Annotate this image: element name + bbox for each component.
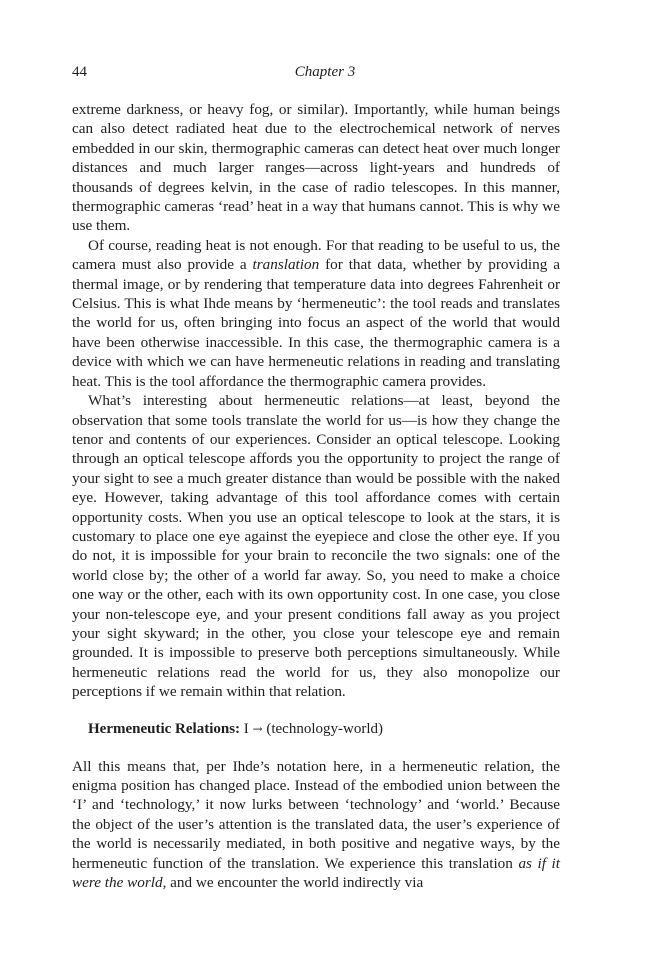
relation-formula bbox=[88, 720, 560, 739]
page-header bbox=[72, 64, 578, 86]
formula-expression: (technology-world) bbox=[266, 720, 383, 737]
paragraph: What’s interesting about hermeneutic relations—at least, beyond the observation that some tools translate the world for us—is how they change the tenor and contents of our experiences. Consider an optical telescope. Looking through an optical telescope affords you the opportunity to project the range of your sight to see a much greater distance than would be possible with the naked eye. However, taking advantage of this tool affordance comes with certain opportunity costs. When you use an optical telescope to look at the stars, it is customary to place one eye against the eyepiece and close the other eye. If you do not, it is impossible for your brain to reconcile the two signals: one of the world close by; the other of a world far away. So, you need to make a choice one way or the other, each with its own opportunity cost. In one case, you close your non-telescope eye, and your present conditions fall away as you project your sight skyward; in the other, you close your telescope eye and remain grounded. It is impossible to preserve both perceptions simultaneously. While hermeneutic relations read the world for us, they also monopolize our perceptions if we remain within that relation. bbox=[72, 392, 560, 701]
page-number: 44 bbox=[72, 64, 87, 80]
arrow-icon: → bbox=[252, 721, 263, 736]
paragraph: Of course, reading heat is not enough. For that reading to be useful to us, the camera must also provide a translation for that data, whether by providing a thermal image, or by rendering that temperature data into degrees Fahrenheit or Celsius. This is what Ihde means by ‘hermeneutic’: the tool reads and translates the world for us, often bringing into focus an aspect of the world that would have been otherwise inaccessible. In this case, the thermographic camera is a device with which we can have hermeneutic relations in reading and translating heat. This is the tool affordance the thermographic camera provides. bbox=[72, 236, 560, 390]
body-text bbox=[72, 100, 560, 892]
emphasis: translation bbox=[252, 256, 320, 274]
paragraph: All this means that, per Ihde’s notation here, in a hermeneutic relation, the enigma position has changed place. Instead of the embodied union between the ‘I’ and ‘technology,’ it now lurks between ‘technology’ and ‘world.’ Because the object of the user’s attention is the translated data, the user’s experience of the world is necessarily mediated, in both positive and negative ways, by the hermeneutic function of the translation. We experience this translation as if it were the world, and we encounter the world indirectly via bbox=[72, 757, 560, 892]
emphasis: as if it were the world bbox=[72, 854, 560, 892]
formula-subject: I bbox=[243, 720, 249, 737]
running-head: Chapter 3 bbox=[294, 64, 356, 80]
paragraph: extreme darkness, or heavy fog, or similar). Importantly, while human beings can also detect radiated heat due to the electrochemical network of nerves embedded in our skin, thermographic cameras can detect heat over much longer distances and much larger ranges—across light-years and hundreds of thousands of degrees kelvin, in the case of radio telescopes. In this manner, thermographic cameras ‘read’ heat in a way that humans cannot. This is why we use them. bbox=[72, 101, 560, 235]
formula-label: Hermeneutic Relations: bbox=[88, 720, 241, 737]
